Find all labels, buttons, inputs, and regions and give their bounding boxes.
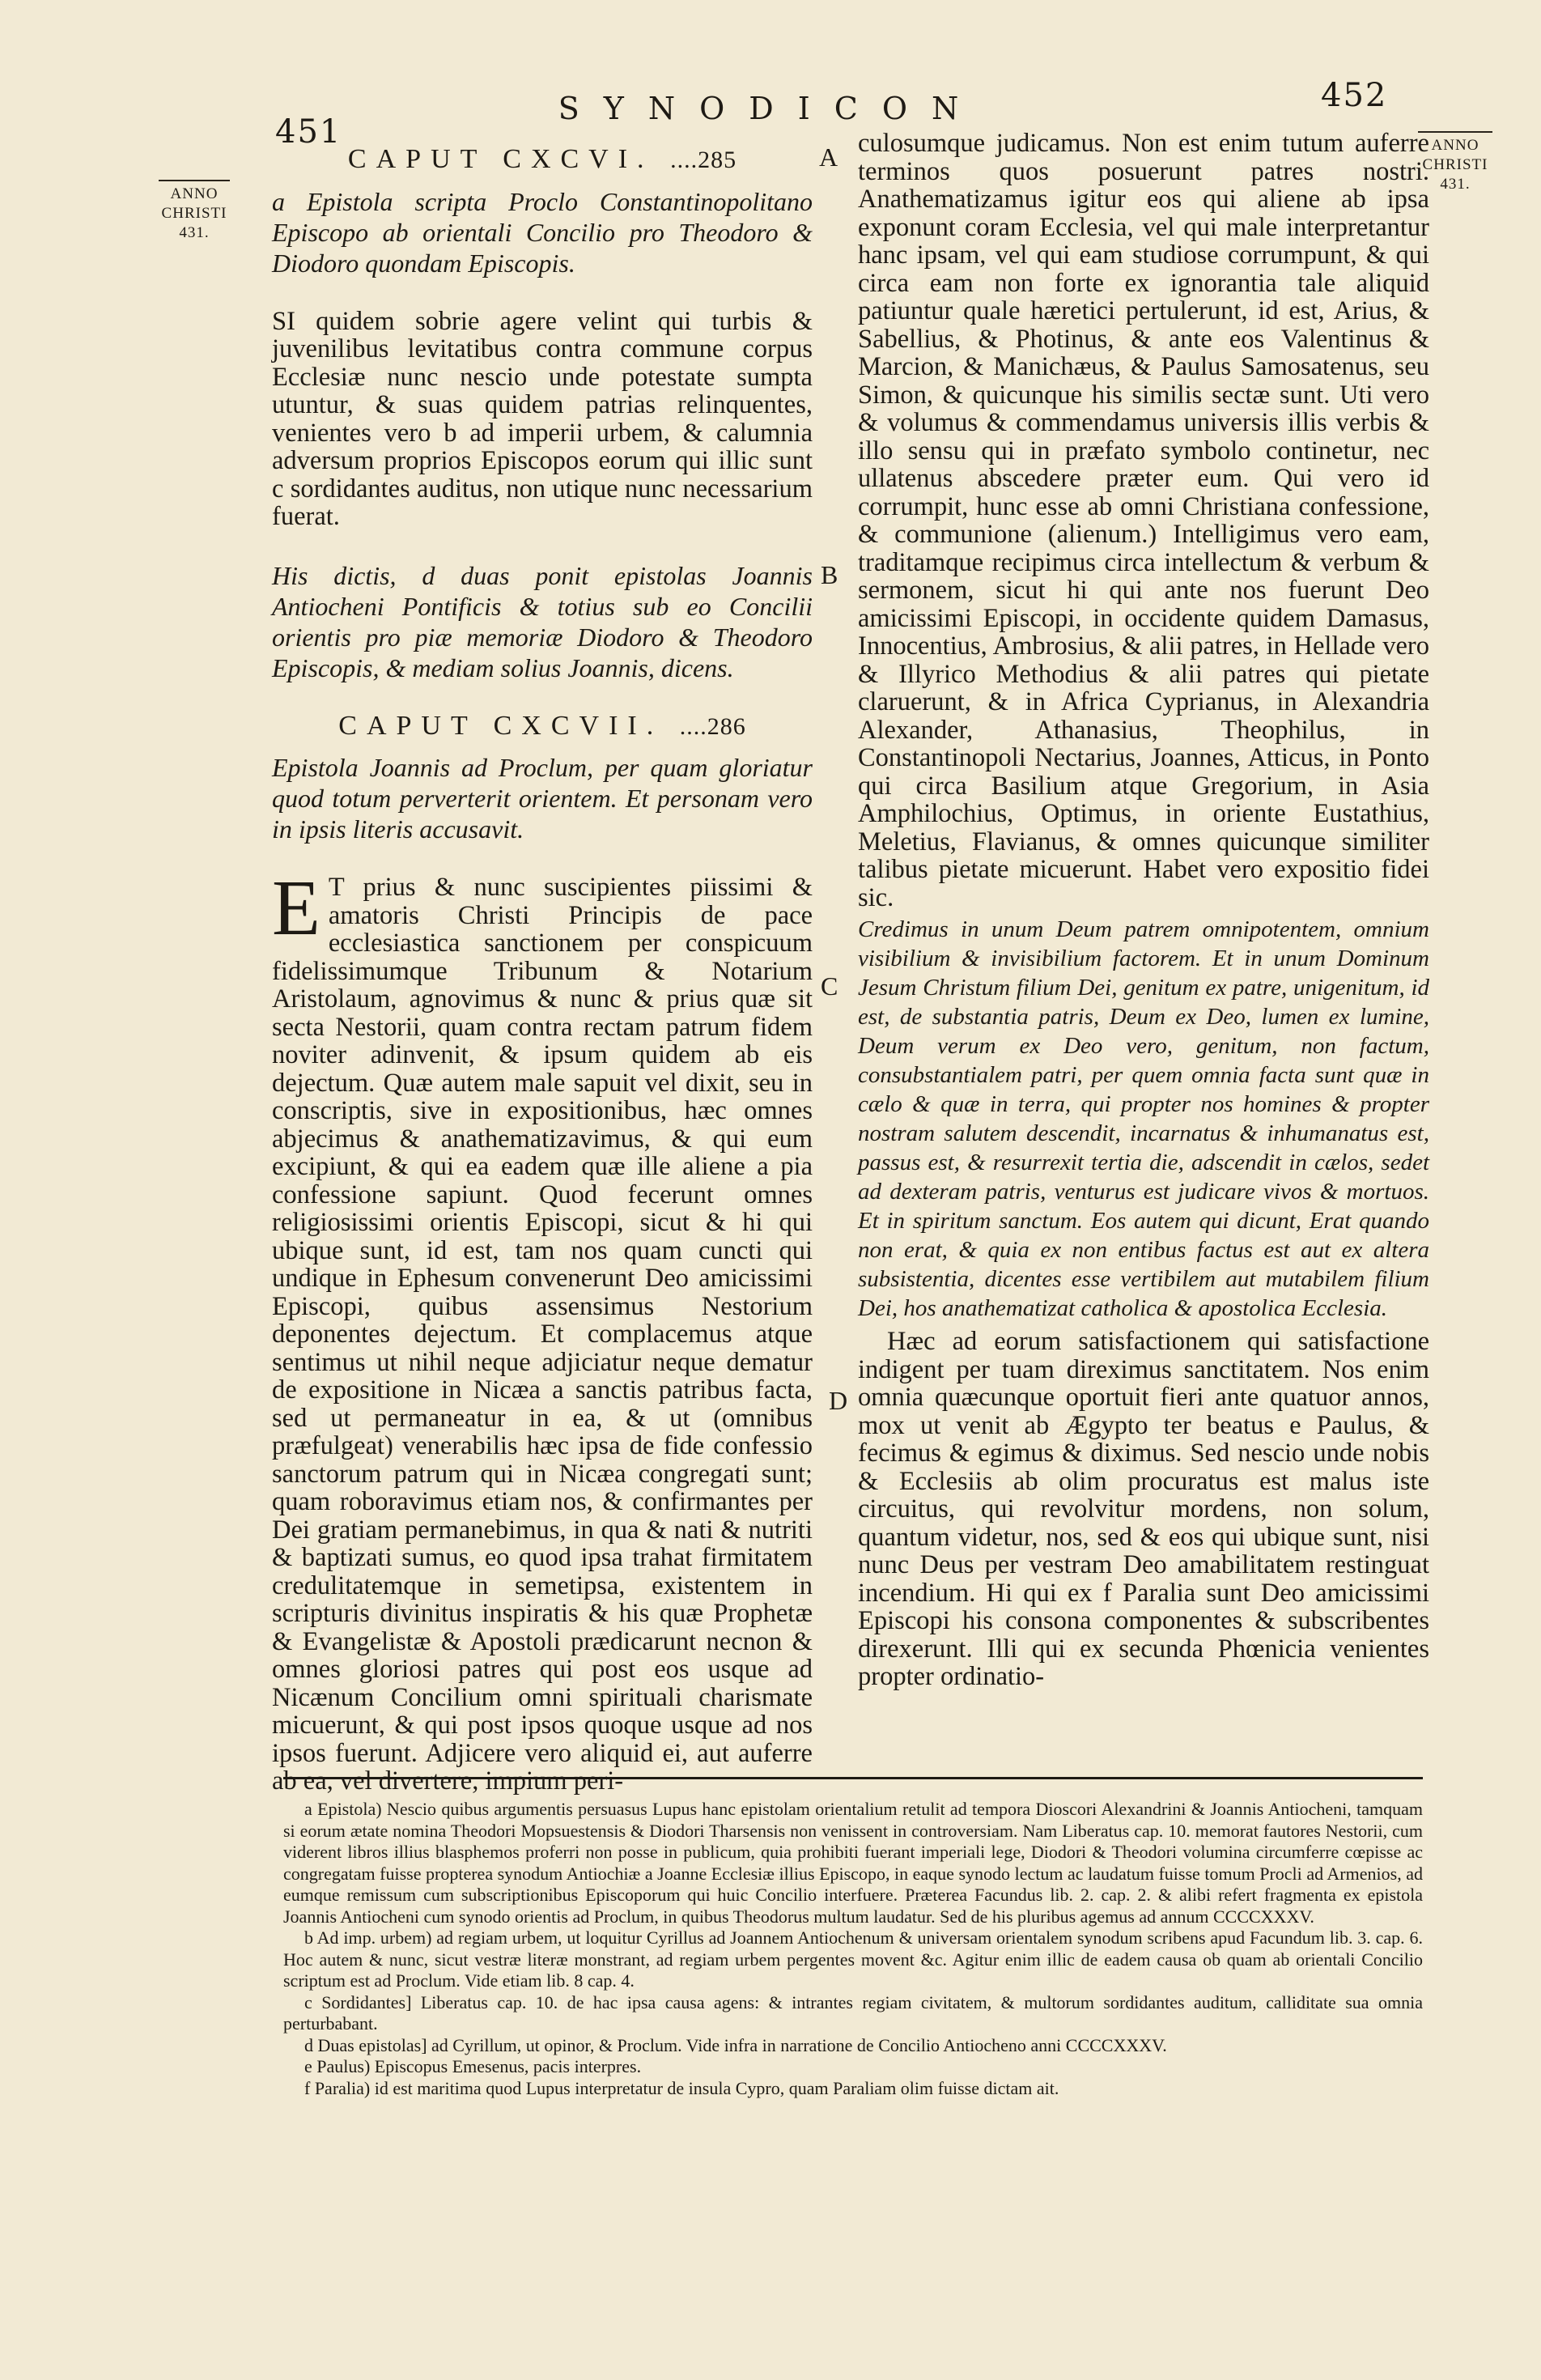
section-mark-d: D xyxy=(829,1386,848,1415)
footnotes xyxy=(283,1799,1423,2099)
chapter-heading-197 xyxy=(272,712,813,742)
section-mark-b: B xyxy=(821,560,838,589)
margin-note-left-year xyxy=(159,180,230,243)
chapter-heading-196 xyxy=(272,146,813,175)
drop-cap: E xyxy=(272,865,321,952)
footnote-f: f Paralia) id est maritima quod Lupus interpretatur de insula Cypro, quam Paraliam olim fuisse dictam ait. xyxy=(304,2077,1059,2098)
footnote-b: b Ad imp. urbem) ad regiam urbem, ut loquitur Cyrillus ad Joannem Antiochenum & universam orientalem synodum scribens apud Facundum lib. 3. cap. 6. Hoc autem & nunc, sicut vestræ literæ monstrant, ad regiam urbem pergentes movent &c. Agitur enim illic de eadem causa ob quam ab orientali Concilio scriptum est ad Proclum. Vide etiam lib. 8 cap. 4. xyxy=(283,1927,1423,1991)
creed-text: Credimus in unum Deum patrem omnipotentem, omnium visibilium & invisibilium factorem. Et in unum Dominum Jesum Christum filium Dei, genitum ex patre, unigenitum, id est, de substantia patris, Deum ex Deo, lumen ex lumine, Deum verum ex Deo vero, genitum, non factum, consubstantialem patri, per quem omnia facta sunt quæ in cælo & quæ in terra, qui propter nos homines & propter nostram salutem descendit, incarnatus & inhumanatus est, passus est, & resurrexit tertia die, adscendit in cælos, sedet ad dexteram patris, venturus est judicare vivos & mortuos. Et in spiritum sanctum. Eos autem qui dicunt, Erat quando non erat, & quia ex non entibus factus est aut ex altera subsistentia, dicentes esse vertibilem aut mutabilem filium Dei, hos anathematizat catholica & apostolica Ecclesia. xyxy=(858,916,1429,1321)
chapter-title: CAPUT CXCVI. xyxy=(347,144,654,174)
margin-note-line: CHRISTI xyxy=(1422,156,1488,173)
paragraph-culosumque: culosumque judicamus. Non est enim tutum auferre terminos quos posuerunt patres nostri. Anathematizamus igitur eos qui aliene ab ipsa exponunt coram Ecclesia, vel qui male interpretantur hanc ipsam, vel qui eam studiose corrumpunt, & qui circa eam non forte ex ignorantia tale aliquid patiuntur quale hæretici pertulerunt, id est, Arius, & Sabellius, & Photinus, & ante eos Valentinus & Marcion, & Manichæus, & Paulus Samosatenus, seu Simon, & quicunque his similis sectæ sunt. Uti vero & volumus & commendamus universis illis verbis & illo sensu qui in præfato symbolo continetur, nec ullatenus abscedere præter eum. Qui vero id corrumpit, hunc esse ab omni Christiana confessione, & communione (alienum.) Intelligimus vero eam, traditamque recipimus circa intellectum & verbum & sermonem, sicut hi qui ante nos fuerunt Deo amicissimi Episcopi, in occidente quidem Damasus, Innocentius, Ambrosius, & alii patres, in Hellade vero & Illyrico Methodius & alii patres qui pietate claruerunt, & in Africa Cyprianus, in Alexandria Alexander, Athanasius, Theophilus, in Constantinopoli Nectarius, Joannes, Atticus, in Ponto qui circa Basilium atque Gregorium, in Asia Amphilochius, Optimus, in oriente Eustathius, Meletius, Flavianus, & omnes quicunque similiter talibus pietate micuerunt. Habet vero expositio fidei sic. xyxy=(858,129,1429,912)
paragraph-si-quidem: SI quidem sobrie agere velint qui turbis & juvenilibus levitatibus contra commune corpus Ecclesiæ nunc nescio unde potestate sumpta utuntur, & suas quidem patrias relinquentes, venientes vero b ad imperii urbem, & calumnia adversum proprios Episcopos eorum qui illic sunt c sordidantes auditus, non utique nunc necessarium fuerat. xyxy=(272,306,813,531)
footnote-c: c Sordidantes] Liberatus cap. 10. de hac ipsa causa agens: & intrantes regiam civitatem, & multorum sordidantes auditum, calliditate sua omnia perturbabant. xyxy=(283,1991,1423,2034)
page-number-right: 452 xyxy=(1321,77,1388,114)
chapter-196-summary: a Epistola scripta Proclo Constantinopolitano Episcopo ab orientali Concilio pro Theodoro & Diodoro quondam Episcopis. xyxy=(272,186,813,278)
left-column xyxy=(272,146,813,1813)
margin-note-line: ANNO xyxy=(170,185,219,202)
editor-note-his-dictis: His dictis, d duas ponit epistolas Joannis Antiocheni Pontificis & totius sub eo Concilii orientis pro piæ memoriæ Diodoro & Theodoro Episcopis, & mediam solius Joannis, dicens. xyxy=(272,560,813,682)
chapter-ref: ....286 xyxy=(679,712,746,740)
section-mark-a: A xyxy=(819,142,838,172)
right-column xyxy=(858,130,1429,1709)
footnote-d: d Duas epistolas] ad Cyrillum, ut opinor, & Proclum. Vide infra in narratione de Concilio Antiocheno anni CCCCXXXV. xyxy=(304,2034,1167,2055)
paragraph-et-prius xyxy=(272,865,813,1796)
footnote-a: a Epistola) Nescio quibus argumentis persuasus Lupus hanc epistolam orientalium retulit ad tempora Dioscori Alexandrini & Joannis Antiocheni, tamquam si eorum ætate nomina Theodori Mopsuestensis & Diodori Tharsensis non venissent in controversiam. Nam Liberatus cap. 10. memorat fautores Nestorii, cum viderent libros illius blasphemos proferri non posse in publicum, quia prohibiti fuerant imperiali lege, Diodori & Theodori volumina circumferre cœpisse ac congregatam fuisse propterea synodum Antiochiæ a Joanne Ecclesiæ illius Episcopo, in eaque synodo lectum ac laudatum fuisse tomum Procli ad Armenios, ad eumque remissum cum subscriptionibus Episcoporum qui huic Concilio interfuere. Præterea Facundus lib. 2. cap. 2. & alibi refert fragmenta ex epistola Joannis Antiocheni cum synodo orientis ad Proclum, in quibus Theodorus multum laudatur. Sed de his pluribus agemus ad annum CCCCXXXV. xyxy=(283,1799,1423,1927)
chapter-197-summary: Epistola Joannis ad Proclum, per quam gloriatur quod totum perverterit orientem. Et personam vero in ipsis literis accusavit. xyxy=(272,753,813,844)
margin-note-line: ANNO xyxy=(1431,137,1479,154)
page-number-left: 451 xyxy=(275,113,342,151)
running-head: SYNODICON xyxy=(558,91,983,126)
margin-note-line: CHRISTI xyxy=(161,205,227,222)
chapter-ref: ....285 xyxy=(670,147,737,173)
section-mark-c: C xyxy=(821,971,838,1001)
paragraph-et-prius-text: T prius & nunc suscipientes piissimi & amatoris Christi Principis de pace ecclesiastica sanctionem per conspicuum fidelissimumque Tribunum & Notarium Aristolaum, agnovimus & nunc & prius quæ sit secta Nestorii, quam contra rectam patrum fidem noviter adinvenit, & ipsum quidem ab eis dejectum. Quæ autem male sapuit vel dixit, seu in conscriptis, sive in expositionibus, hæc omnes abjecimus & anathematizavimus, & qui eum excipiunt, & qui ea eadem quæ ille aliene a pia confessione sapiunt. Quod fecerunt omnes religiosissimi orientis Episcopi, sicut & hi qui ubique sunt, id est, tam nos quam cuncti qui undique in Ephesum convenerunt Deo amicissimi Episcopi, quibus assensimus Nestorium deponentes dejectum. Et complacemus atque sentimus ut nihil neque adjiciatur neque dematur de expositione in Nicæa a sanctis patribus facta, sed ut permaneatur in ea, & ut (omnibus præfulgeat) venerabilis hæc ipsa de fide confessio sanctorum patrum qui in Nicæa congregati sunt; quam roboravimus etiam nos, & confirmantes per Dei gratiam permanebimus, in qua & nati & nutriti & baptizati sumus, eo quod ipsa trahat firmitatem credulitatemque in semetipsa, existentem in scripturis divinitus inspiratis & his quæ Prophetæ & Evangelistæ & Apostoli prædicarunt necnon & omnes gloriosi patres qui post eos usque ad Nicænum Concilium omni spirituali charismate micuerunt, & qui post ipsos quoque usque ad nos ipsos fuerunt. Adjicere vero aliquid ei, aut auferre ab ea, vel divertere, impium peri- xyxy=(272,873,813,1796)
margin-note-line: 431. xyxy=(179,224,210,241)
footnote-e: e Paulus) Episcopus Emesenus, pacis interpres. xyxy=(304,2056,642,2076)
footnote-rule xyxy=(283,1777,1423,1779)
paragraph-haec-ad-eorum: Hæc ad eorum satisfactionem qui satisfactione indigent per tuam direximus sanctitatem. Nos enim omnia quæcunque oportuit fieri ante quatuor annos, mox ut venit ab Ægypto ter beatus e Paulus, & fecimus & egimus & diximus. Sed nescio unde nobis & Ecclesiis ab olim procuratus est malus iste circuitus, qui revolvitur mordens, non solum, quantum videtur, nos, sed & eos qui ubique sunt, nisi nunc Deus per vestram Deo amabilitatem restinguat incendium. Hi qui ex f Paralia sunt Deo amicissimi Episcopi his consona componentes & subscribentes direxerunt. Illi qui ex secunda Phœnicia venientes propter ordinatio- xyxy=(858,1327,1429,1691)
chapter-title: CAPUT CXCVII. xyxy=(338,710,664,741)
margin-note-line: 431. xyxy=(1440,176,1471,193)
